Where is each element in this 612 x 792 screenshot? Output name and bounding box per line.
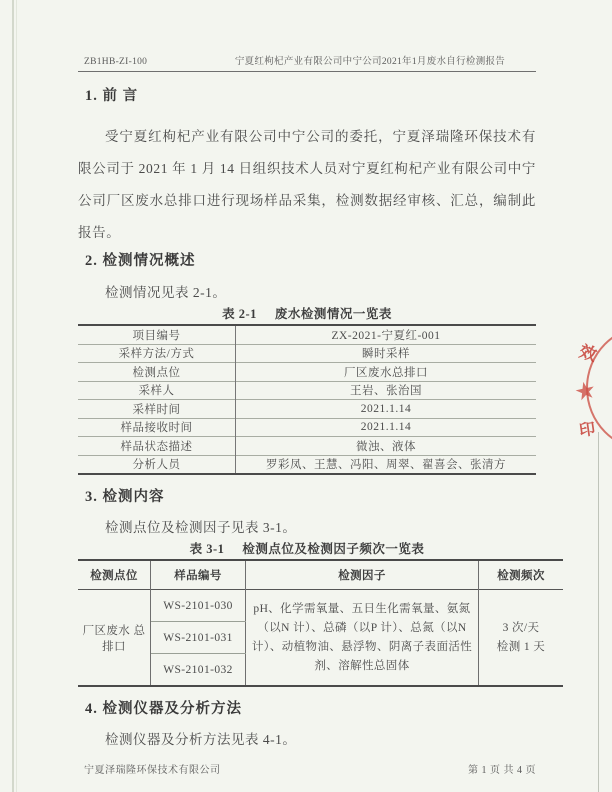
- row-value-cell: ZX-2021-宁夏红-001: [331, 329, 441, 342]
- row-label-cell: 采样方法/方式: [78, 344, 236, 363]
- scan-edge-artifact-right: [598, 432, 599, 792]
- section-1-paragraph: 受宁夏红枸杞产业有限公司中宁公司的委托，宁夏泽瑞隆环保技术有限公司于 2021 年 1 月 14 日组织技术人员对宁夏红枸杞产业有限公司中宁公司厂区废水总排口进行现场样品采集，检测数据经审核、汇总，编制此报告。: [78, 129, 536, 240]
- table-2-1-caption: [78, 306, 536, 322]
- table-2-1-caption-text: 废水检测情况一览表: [274, 307, 392, 321]
- row-value-cell: 2021.1.14: [360, 421, 412, 434]
- sample-id-cell: WS-2101-032: [151, 654, 246, 687]
- footer-company-name: 宁夏泽瑞隆环保技术有限公司: [84, 765, 221, 776]
- section-3-heading: 3. 检测内容: [85, 489, 165, 505]
- table-row: [78, 418, 536, 437]
- page-header: [78, 56, 536, 72]
- header-sample-id-cell: 样品编号: [151, 560, 246, 590]
- row-value-cell: 2021.1.14: [360, 402, 412, 415]
- table-header-row: [78, 560, 563, 590]
- row-label-cell: 项目编号: [78, 325, 236, 344]
- table-row: [78, 344, 536, 363]
- table-3-1-caption-text: 检测点位及检测因子频次一览表: [242, 542, 425, 556]
- section-4-intro: 检测仪器及分析方法见表 4-1。: [105, 732, 297, 747]
- seal-character-bottom: 印: [578, 420, 597, 441]
- table-3-1-caption-label: 表 3-1: [189, 542, 225, 556]
- row-value-cell: 瞬时采样: [362, 348, 410, 361]
- header-frequency-cell: 检测频次: [497, 570, 545, 582]
- frequency-line-1: 3 次/天: [502, 621, 540, 634]
- page-footer: [78, 761, 536, 776]
- frequency-line-2: 检测 1 天: [496, 640, 546, 653]
- row-value-cell: 罗彩凤、王慧、冯阳、周翠、翟喜会、张清方: [266, 459, 506, 472]
- section-4-heading: 4. 检测仪器及分析方法: [85, 701, 242, 717]
- row-label-cell: 样品状态描述: [78, 437, 236, 456]
- red-seal-fragment: [572, 323, 612, 453]
- row-label-cell: 采样人: [78, 381, 236, 400]
- row-label-cell: 分析人员: [78, 455, 236, 474]
- section-2-intro: 检测情况见表 2-1。: [105, 285, 227, 300]
- row-label-cell: 采样时间: [78, 400, 236, 419]
- row-value-cell: 微浊、液体: [356, 440, 416, 453]
- table-row: [78, 325, 536, 344]
- footer-page-number: 第 1 页 共 4 页: [468, 765, 536, 776]
- table-row: [78, 381, 536, 400]
- table-row: [78, 400, 536, 419]
- table-row: [78, 363, 536, 382]
- header-factors-cell: 检测因子: [246, 560, 479, 590]
- table-row: [78, 455, 536, 474]
- scan-edge-artifact-left: [12, 0, 14, 792]
- row-value-cell: 厂区废水总排口: [344, 366, 428, 379]
- sample-id-cell: WS-2101-030: [151, 590, 246, 622]
- section-3-intro: 检测点位及检测因子见表 3-1。: [105, 520, 297, 535]
- scan-edge-artifact-left-2: [16, 0, 17, 792]
- table-2-1-caption-label: 表 2-1: [222, 307, 257, 321]
- section-1-heading: 1. 前 言: [85, 88, 139, 104]
- table-row: [78, 437, 536, 456]
- section-2-heading: 2. 检测情况概述: [85, 253, 196, 269]
- seal-character-top: 效: [576, 341, 599, 366]
- header-point-cell: 检测点位: [78, 560, 151, 590]
- row-label-cell: 检测点位: [78, 363, 236, 382]
- running-title: 宁夏红枸杞产业有限公司中宁公司2021年1月废水自行检测报告: [234, 57, 506, 67]
- table-row: [78, 590, 563, 622]
- monitoring-factors-table: [78, 559, 563, 687]
- factors-cell: pH、化学需氧量、五日生化需氧量、氨氮（以N 计）、总磷（以P 计）、总氮（以N 计）、动植物油、悬浮物、阴离子表面活性剂、溶解性总固体: [246, 590, 479, 687]
- sample-id-cell: WS-2101-031: [151, 622, 246, 654]
- wastewater-overview-table: [78, 324, 536, 475]
- table-3-1-caption: [78, 541, 536, 557]
- row-value-cell: 王岩、张治国: [350, 385, 422, 398]
- monitoring-point-cell: 厂区废水 总排口: [78, 590, 151, 687]
- row-label-cell: 样品接收时间: [78, 418, 236, 437]
- document-code: ZB1HB-ZI-100: [84, 57, 148, 67]
- frequency-cell: [479, 590, 564, 687]
- seal-star-icon: ★: [573, 377, 598, 405]
